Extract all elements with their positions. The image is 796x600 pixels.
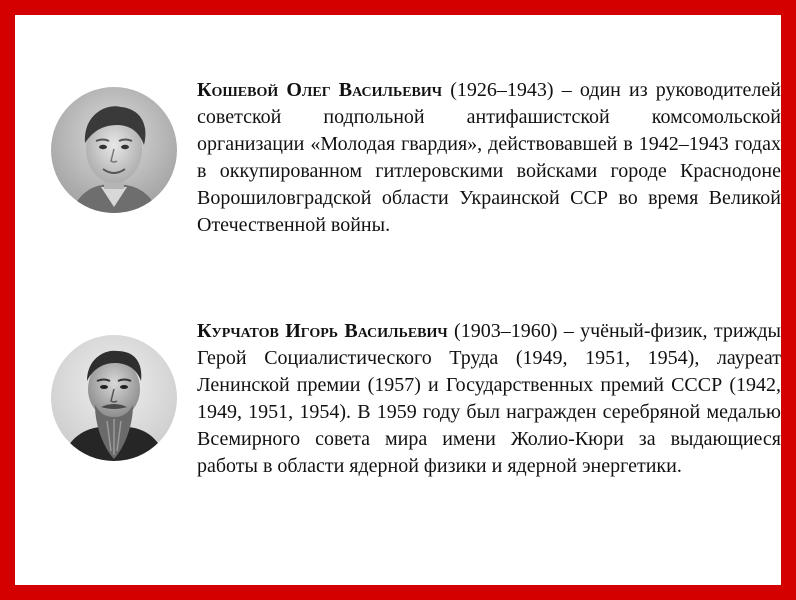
- koshevoy-description: – один из руководителей советской подпольной антифашистской комсомольской организации «Молодая гвардия», действовавшей в 1942–1943 годах в оккупированном гитлеровскими войсками городе Краснодоне Ворошиловградской области Украинской ССР во время Великой Отечественной войны.: [197, 79, 781, 236]
- koshevoy-bio: [197, 77, 781, 239]
- koshevoy-years: (1926–1943): [450, 79, 554, 101]
- kurchatov-description: – учёный-физик, трижды Герой Социалистического Труда (1949, 1951, 1954), лауреат Ленинской премии (1957) и Государственных премий СССР (1942, 1949, 1951, 1954). В 1959 году был награжден серебряной медалью Всемирного совета мира имени Жолио-Кюри за выдающиеся работы в области ядерной физики и ядерной энергетики.: [197, 320, 781, 477]
- kurchatov-portrait-icon: [51, 335, 177, 461]
- kurchatov-years: (1903–1960): [454, 320, 558, 342]
- kurchatov-bio: [197, 318, 781, 480]
- kurchatov-name: Курчатов Игорь Васильевич: [197, 320, 448, 342]
- koshevoy-portrait-icon: [51, 87, 177, 213]
- koshevoy-name: Кошевой Олег Васильевич: [197, 79, 443, 101]
